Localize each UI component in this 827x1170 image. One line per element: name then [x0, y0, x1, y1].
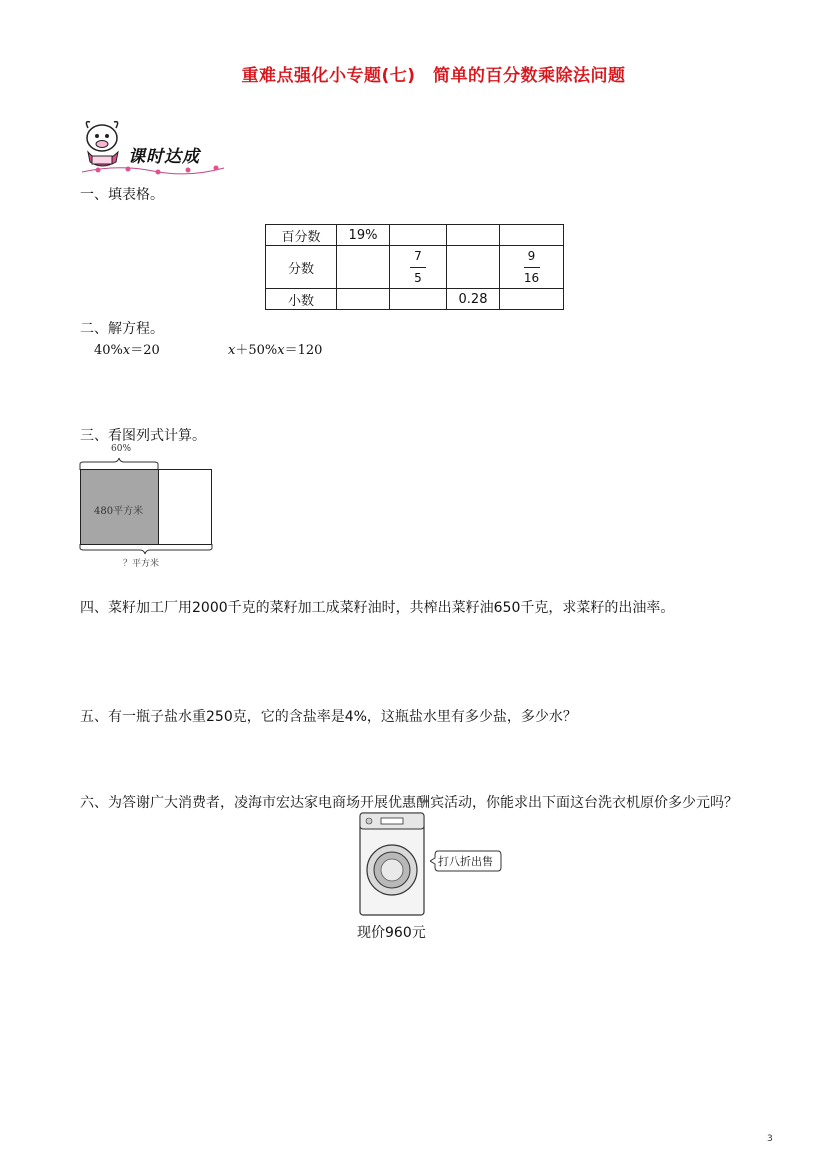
q6-heading: 六、为答谢广大消费者，凌海市宏达家电商场开展优惠酬宾活动，你能求出下面这台洗衣机原价多少元吗？: [80, 795, 738, 811]
table-cell: [447, 246, 500, 289]
table-cell: [337, 246, 390, 289]
row-label: 小数: [266, 289, 337, 310]
eq-variable: x: [228, 343, 236, 358]
eq-part: ＝20: [130, 343, 160, 358]
row-label: 百分数: [266, 225, 337, 246]
table-cell: 0.28: [447, 289, 500, 310]
page-number: 3: [767, 1134, 773, 1144]
eq-variable: x: [122, 343, 131, 358]
table-cell: [500, 246, 564, 289]
washing-machine-icon: [359, 812, 425, 916]
fraction-denominator: 5: [414, 270, 422, 285]
table-cell: [447, 225, 500, 246]
row-label: 分数: [266, 246, 337, 289]
fraction-denominator: 16: [523, 270, 540, 285]
equation-1: [94, 339, 160, 358]
fill-table: [265, 224, 564, 310]
eq-variable: x: [277, 343, 285, 358]
table-cell: [390, 225, 447, 246]
section-banner: [78, 116, 228, 178]
speech-bubble: [430, 849, 502, 873]
table-cell: [337, 289, 390, 310]
flower-garland-icon: [78, 162, 228, 178]
fraction-numerator: 7: [414, 248, 422, 263]
price-label: 现价960元: [357, 925, 426, 941]
table-cell: [390, 289, 447, 310]
area-diagram: [78, 444, 218, 572]
table-row: [266, 225, 564, 246]
bottom-label: ？平方米: [123, 559, 160, 569]
table-row: [266, 289, 564, 310]
fraction: [410, 249, 426, 286]
box-label: 480平方米: [94, 506, 144, 517]
eq-part: ＝120: [284, 343, 323, 358]
q4-heading: 四、菜籽加工厂用2000千克的菜籽加工成菜籽油时，共榨出菜籽油650千克，求菜籽的出油率。: [80, 600, 675, 616]
eq-part: 40%: [94, 343, 123, 358]
table-cell: 19%: [337, 225, 390, 246]
table-cell: [390, 246, 447, 289]
bubble-text: 打八折出售: [438, 855, 493, 868]
q1-heading: 一、填表格。: [80, 187, 164, 203]
q5-heading: 五、有一瓶子盐水重250克，它的含盐率是4%，这瓶盐水里有多少盐，多少水？: [80, 709, 577, 725]
page-title: 重难点强化小专题(七) 简单的百分数乘除法问题: [241, 66, 626, 86]
eq-part: ＋50%: [235, 343, 278, 358]
q3-heading: 三、看图列式计算。: [80, 428, 206, 444]
q2-heading: 二、解方程。: [80, 321, 164, 337]
table-cell: [500, 225, 564, 246]
fraction-numerator: 9: [527, 248, 536, 263]
equation-2: [228, 339, 322, 358]
table-row: [266, 246, 564, 289]
fraction: [524, 249, 540, 286]
table-cell: [500, 289, 564, 310]
banner-text: 课时达成: [128, 147, 200, 167]
top-label: 60%: [111, 444, 132, 454]
